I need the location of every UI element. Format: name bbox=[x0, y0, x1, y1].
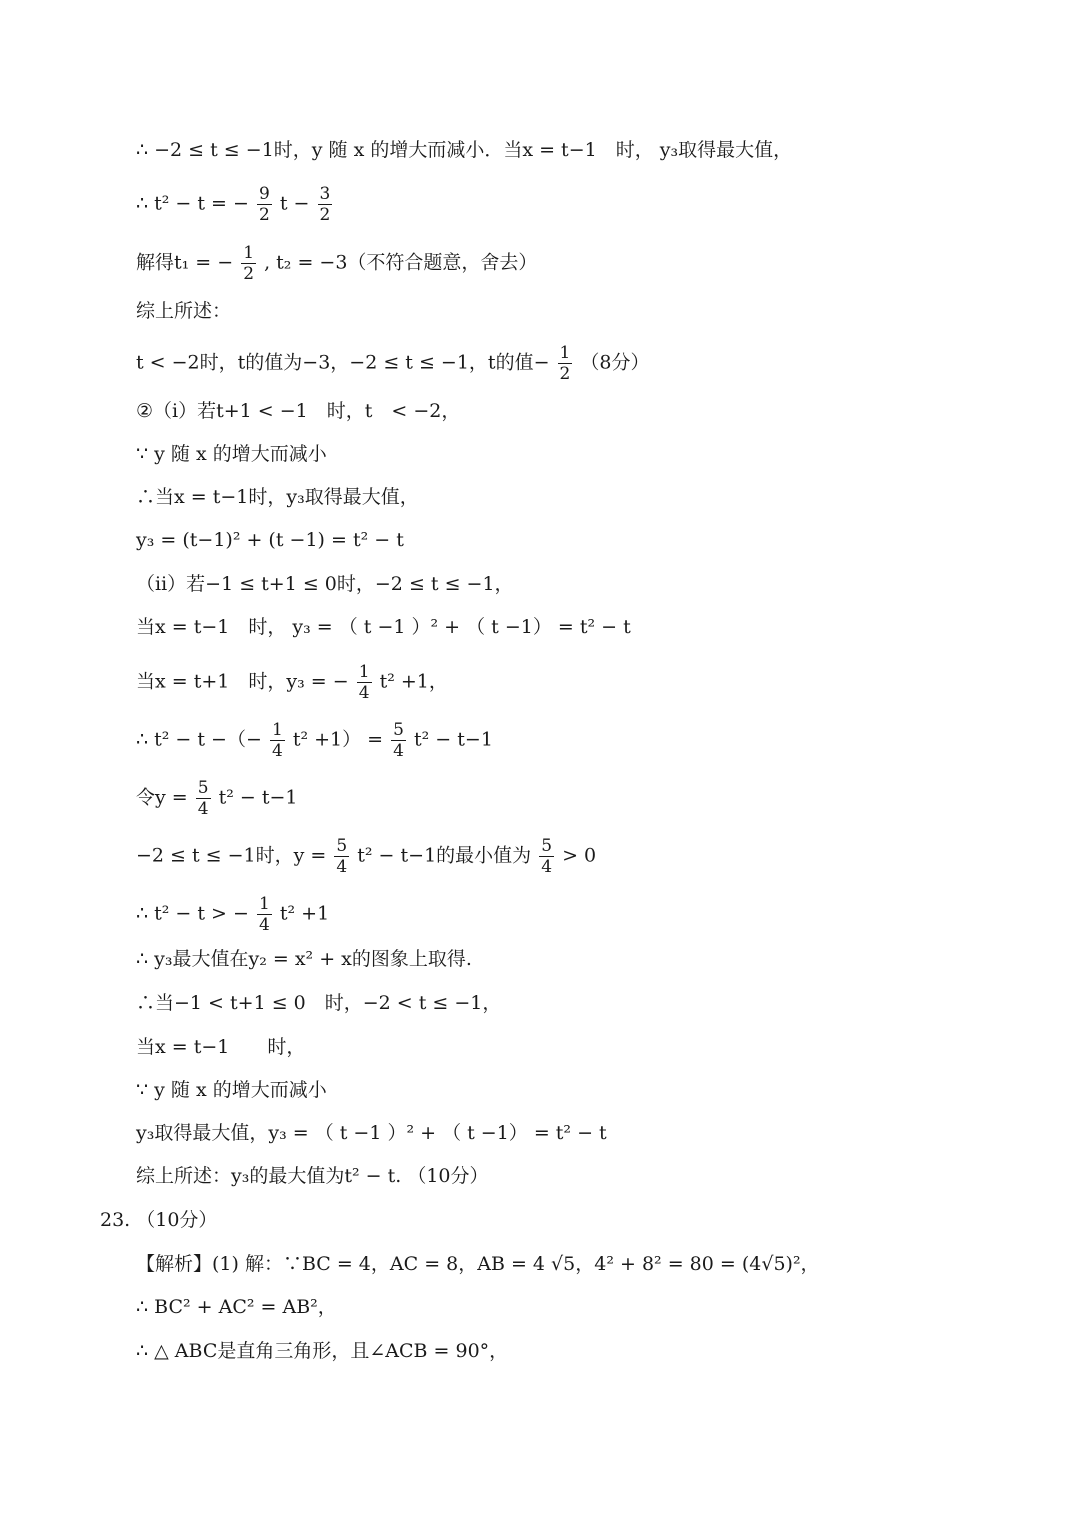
text-line: ∴ y₃最大值在y₂ = x² + x的图象上取得. bbox=[136, 948, 472, 970]
denominator: 2 bbox=[559, 364, 571, 384]
fraction bbox=[257, 894, 272, 935]
numerator: 3 bbox=[319, 184, 331, 204]
fraction bbox=[539, 836, 554, 877]
text-line bbox=[136, 894, 329, 935]
text-line: y₃取得最大值，y₃ = （ t −1 ）² + （ t −1） = t² − t bbox=[136, 1122, 607, 1144]
text-line bbox=[136, 343, 650, 384]
denominator: 4 bbox=[541, 857, 553, 877]
numerator: 1 bbox=[258, 894, 270, 914]
numerator: 1 bbox=[358, 662, 370, 682]
numerator: 1 bbox=[271, 720, 283, 740]
text-line: ∴ −2 ≤ t ≤ −1时，y 随 x 的增大而减小．当x = t−1 时， y₃取得最大值， bbox=[136, 139, 793, 161]
numerator: 5 bbox=[393, 720, 404, 740]
denominator: 2 bbox=[319, 205, 331, 225]
text-line: 【解析】(1) 解：∵BC = 4，AC = 8，AB = 4 √5，4² + 8² = 80 = (4√5)²， bbox=[136, 1253, 820, 1275]
line-text: t² − t−1 bbox=[218, 786, 298, 809]
line-text: t² − t−1 bbox=[414, 728, 493, 751]
text-line bbox=[136, 720, 493, 761]
numerator: 5 bbox=[541, 836, 553, 856]
fraction bbox=[318, 184, 333, 225]
denominator: 4 bbox=[336, 857, 348, 877]
text-line: 综上所述：y₃的最大值为t² − t. （10分） bbox=[136, 1165, 489, 1187]
fraction bbox=[558, 343, 573, 384]
text-line: y₃ = (t−1)² + (t −1) = t² − t bbox=[136, 529, 404, 551]
fraction bbox=[241, 243, 256, 284]
line-text: t² +1， bbox=[379, 670, 448, 693]
text-line: ∵ y 随 x 的增大而减小 bbox=[136, 443, 327, 465]
fraction bbox=[334, 836, 349, 877]
line-text: 令y = bbox=[136, 786, 188, 809]
text-line: ②（ⅰ）若t+1 < −1 时，t < −2， bbox=[136, 400, 461, 422]
fraction bbox=[270, 720, 285, 761]
numerator: 1 bbox=[243, 243, 255, 263]
text-line: ∴当−1 < t+1 ≤ 0 时，−2 < t ≤ −1， bbox=[136, 992, 502, 1014]
numerator: 9 bbox=[258, 184, 270, 204]
fraction bbox=[391, 720, 406, 761]
line-text: ∴ t² − t > − bbox=[136, 902, 249, 925]
numerator: 1 bbox=[559, 343, 571, 363]
fraction bbox=[257, 184, 272, 225]
numerator: 5 bbox=[336, 836, 348, 856]
line-text: （8分） bbox=[580, 351, 650, 374]
line-text: t² − t−1的最小值为 bbox=[357, 844, 532, 867]
question-number: 23. （10分） bbox=[100, 1209, 218, 1231]
numerator: 5 bbox=[197, 778, 209, 798]
denominator: 4 bbox=[358, 683, 370, 703]
denominator: 4 bbox=[197, 799, 209, 819]
line-text: −2 ≤ t ≤ −1时，y = bbox=[136, 844, 327, 867]
line-text: t² +1 bbox=[279, 902, 330, 925]
text-line bbox=[136, 662, 448, 703]
fraction bbox=[357, 662, 372, 703]
fraction bbox=[196, 778, 211, 819]
text-line bbox=[136, 778, 298, 819]
text-line bbox=[136, 836, 596, 877]
text-line: （ⅱ）若−1 ≤ t+1 ≤ 0时，−2 ≤ t ≤ −1， bbox=[136, 573, 514, 595]
line-text: , t₂ = −3（不符合题意，舍去） bbox=[264, 251, 538, 274]
line-text: ∴ t² − t = − bbox=[136, 192, 249, 215]
text-line: ∴ BC² + AC² = AB²， bbox=[136, 1296, 337, 1318]
text-line bbox=[136, 184, 334, 225]
text-line: 当x = t−1 时， bbox=[136, 1036, 306, 1058]
text-line: 综上所述： bbox=[136, 300, 232, 322]
text-line: ∴ △ ABC是直角三角形，且∠ACB = 90°， bbox=[136, 1340, 509, 1362]
text-line: ∴当x = t−1时，y₃取得最大值， bbox=[136, 486, 419, 508]
denominator: 2 bbox=[243, 264, 255, 284]
line-text: ∴ t² − t −（− bbox=[136, 728, 262, 751]
line-text: t² +1） = bbox=[292, 728, 384, 751]
line-text: 当x = t+1 时，y₃ = − bbox=[136, 670, 349, 693]
text-line bbox=[136, 243, 537, 284]
text-line: 当x = t−1 时， y₃ = （ t −1 ）² + （ t −1） = t² − t bbox=[136, 616, 631, 638]
denominator: 4 bbox=[271, 741, 283, 761]
line-text: > 0 bbox=[562, 844, 597, 867]
line-text: t − bbox=[279, 192, 310, 215]
line-text: t < −2时，t的值为−3，−2 ≤ t ≤ −1，t的值− bbox=[136, 351, 550, 374]
line-text: 解得t₁ = − bbox=[136, 251, 234, 274]
text-line: ∵ y 随 x 的增大而减小 bbox=[136, 1079, 327, 1101]
denominator: 4 bbox=[258, 915, 270, 935]
denominator: 2 bbox=[258, 205, 270, 225]
denominator: 4 bbox=[393, 741, 404, 761]
